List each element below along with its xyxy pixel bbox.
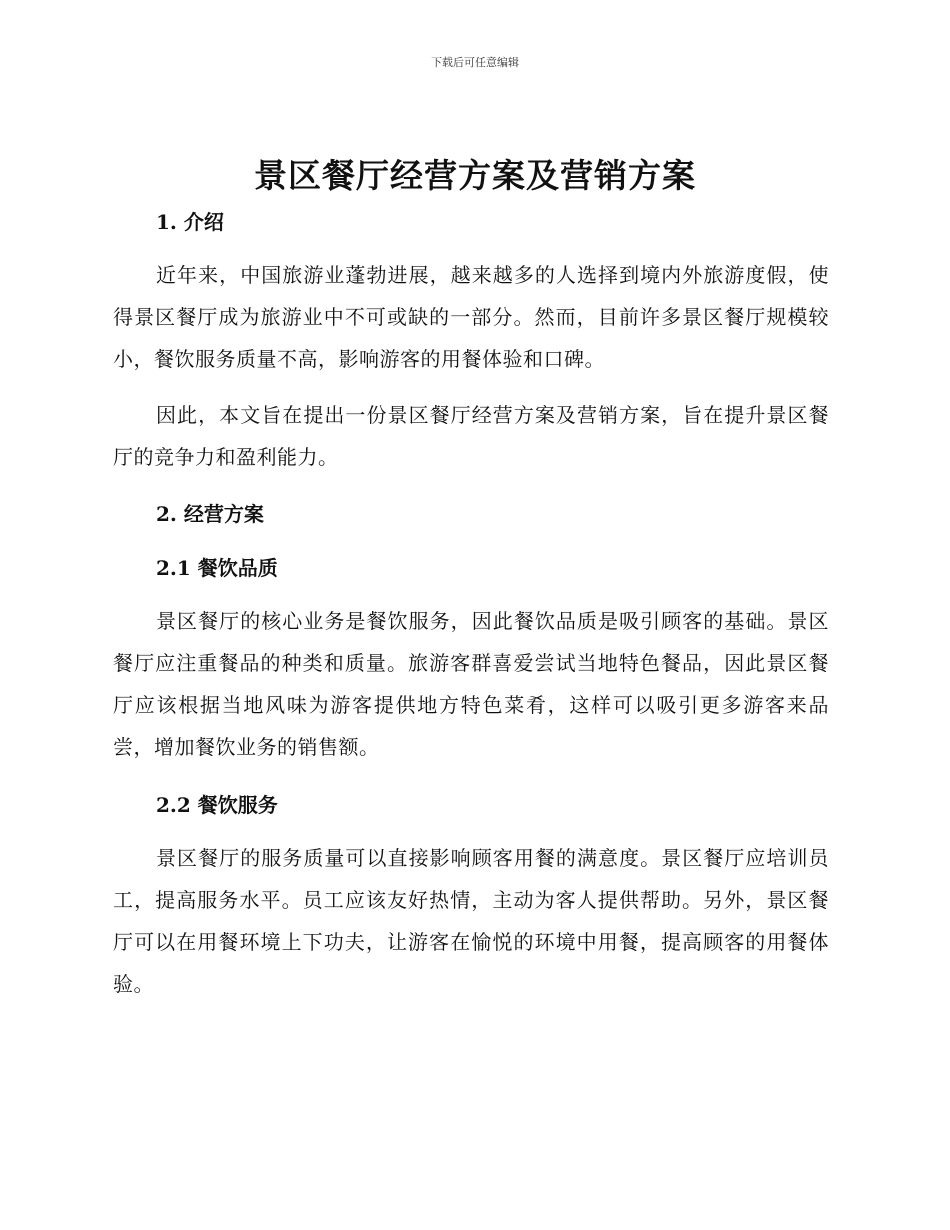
section-heading-food-quality: 2.1 餐饮品质	[156, 556, 278, 580]
header-note: 下载后可任意编辑	[431, 56, 519, 69]
paragraph-intro-2: 因此，本文旨在提出一份景区餐厅经营方案及营销方案，旨在提升景区餐厅的竞争力和盈利能力。	[113, 403, 829, 469]
section-heading-operation-plan: 2. 经营方案	[156, 502, 264, 526]
paragraph-food-quality: 景区餐厅的核心业务是餐饮服务，因此餐饮品质是吸引顾客的基础。景区餐厅应注重餐品的种类和质量。旅游客群喜爱尝试当地特色餐品，因此景区餐厅应该根据当地风味为游客提供地方特色菜肴，这样可以吸引更多游客来品尝，增加餐饮业务的销售额。	[113, 609, 829, 759]
section-heading-food-service: 2.2 餐饮服务	[156, 793, 278, 817]
document-title: 景区餐厅经营方案及营销方案	[254, 156, 696, 195]
paragraph-intro-1: 近年来，中国旅游业蓬勃进展，越来越多的人选择到境内外旅游度假，使得景区餐厅成为旅游业中不可或缺的一部分。然而，目前许多景区餐厅规模较小，餐饮服务质量不高，影响游客的用餐体验和口碑。	[113, 263, 829, 371]
paragraph-food-service: 景区餐厅的服务质量可以直接影响顾客用餐的满意度。景区餐厅应培训员工，提高服务水平。员工应该友好热情，主动为客人提供帮助。另外，景区餐厅可以在用餐环境上下功夫，让游客在愉悦的环境中用餐，提高顾客的用餐体验。	[113, 846, 829, 996]
section-heading-intro: 1. 介绍	[156, 210, 224, 234]
